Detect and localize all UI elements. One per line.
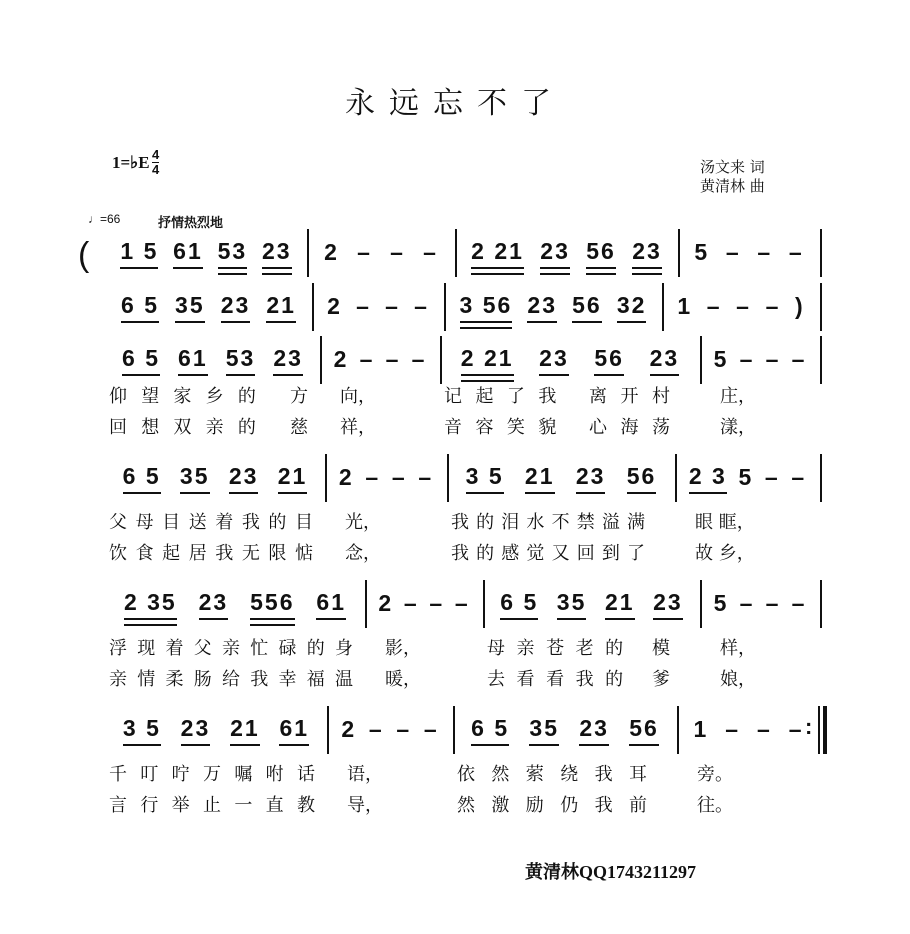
lyric-verse-2: 暖，: [385, 669, 421, 690]
note-group: 23: [650, 345, 680, 376]
note-group: 6 5: [500, 589, 538, 620]
intro-open-paren: (: [78, 236, 90, 274]
song-title: 永远忘不了: [345, 86, 565, 121]
note-group: 32: [617, 292, 647, 323]
bar-line: [818, 706, 820, 754]
measure: [105, 287, 312, 327]
note-group: 56: [586, 238, 616, 269]
note-group: 23: [540, 238, 570, 269]
measure: [105, 458, 325, 498]
dash-note: –: [736, 292, 751, 319]
measure: [440, 340, 700, 380]
footer-credit: 黄清林QQ1743211297: [525, 862, 697, 882]
dash-note: –: [791, 463, 807, 490]
measure: [700, 584, 820, 624]
dash-note: –: [454, 589, 470, 616]
music-system: [0, 287, 910, 327]
lyric-verse-2: 饮食起居我无限惦: [109, 543, 313, 564]
lyric-verse-2: 念，: [345, 543, 381, 564]
dash-note: –: [359, 345, 375, 372]
measure: [327, 710, 453, 750]
dash-note: –: [765, 345, 781, 372]
note-group: 23: [632, 238, 662, 269]
dash-note: –: [791, 345, 807, 372]
dash-note: –: [385, 292, 400, 319]
dash-note: –: [788, 238, 804, 265]
dash-note: –: [356, 292, 371, 319]
measure: [483, 584, 700, 624]
bar-line: [820, 580, 822, 628]
lyric-verse-1: 我的泪水不禁溢满: [451, 512, 645, 533]
note-group: 23: [579, 715, 609, 746]
composer-credit: 黄清林 曲: [700, 177, 765, 195]
dash-note: –: [739, 589, 755, 616]
note-group: 1: [693, 715, 709, 742]
note-group: 2: [338, 463, 354, 490]
dash-note: –: [365, 463, 381, 490]
note-group: 56: [594, 345, 624, 376]
lyric-verse-1: 仰望家乡的 方: [109, 386, 308, 407]
dash-note: –: [411, 345, 427, 372]
note-group: ): [795, 292, 805, 319]
note-group: 56: [627, 463, 657, 494]
note-group: 23: [262, 238, 292, 269]
note-group: 23: [653, 589, 683, 620]
note-group: 21: [525, 463, 555, 494]
lyric-verse-2: 往。: [697, 795, 733, 816]
note-group: 3 5: [466, 463, 504, 494]
lyric-verse-2: 去看看我的 爹: [487, 669, 670, 690]
lyric-verse-2: 娘，: [720, 669, 756, 690]
music-system: [0, 584, 910, 624]
measure: [105, 710, 327, 750]
note-group: 5: [713, 345, 729, 372]
note-group: 61: [279, 715, 309, 746]
note-group: 2 3: [689, 463, 727, 494]
dash-note: –: [423, 238, 438, 265]
lyric-verse-2: 言行举止一直教: [109, 795, 315, 816]
note-group: 23: [181, 715, 211, 746]
note-group: 556: [250, 589, 294, 620]
note-group: 56: [572, 292, 602, 323]
lyric-verse-2: 然激励仍我前: [457, 795, 647, 816]
note-group: 53: [218, 238, 248, 269]
expression-mark: 抒情热烈地: [158, 216, 224, 231]
note-group: 5: [694, 238, 710, 265]
lyric-verse-2: 漾，: [720, 417, 756, 438]
dash-note: –: [756, 715, 772, 742]
lyric-verse-1: 庄，: [720, 386, 756, 407]
dash-note: –: [391, 463, 407, 490]
music-system: [0, 340, 910, 380]
measure: [312, 287, 444, 327]
dash-note: –: [788, 715, 804, 742]
dash-note: –: [423, 715, 439, 742]
note-group: 23: [229, 463, 259, 494]
dash-note: –: [725, 715, 741, 742]
lyric-verse-2: 导，: [347, 795, 383, 816]
bar-line: [820, 283, 822, 331]
note-group: 5: [738, 463, 754, 490]
note-group: 2: [324, 238, 339, 265]
note-group: 2: [333, 345, 349, 372]
lyric-verse-1: 父母目送着我的目: [109, 512, 313, 533]
bar-line: [820, 336, 822, 384]
dash-note: –: [765, 589, 781, 616]
note-group: 21: [266, 292, 296, 323]
note-group: 1 5: [120, 238, 158, 269]
music-system: [0, 458, 910, 498]
note-group: 6 5: [121, 292, 159, 323]
dash-note: –: [418, 463, 434, 490]
final-bar-line: [823, 706, 827, 754]
lyric-verse-1: 影，: [385, 638, 421, 659]
time-bottom: 4: [152, 162, 160, 177]
lyric-verse-1: 光，: [345, 512, 381, 533]
note-group: 3 5: [123, 715, 161, 746]
lyric-verse-2: 祥，: [340, 417, 376, 438]
bar-line: [820, 454, 822, 502]
measure: [320, 340, 440, 380]
note-group: 2: [341, 715, 357, 742]
measure: [307, 233, 455, 273]
note-group: 61: [178, 345, 208, 376]
time-top: 4: [152, 147, 160, 162]
lyric-verse-1: 眼 眶，: [695, 512, 755, 533]
note-group: 61: [173, 238, 203, 269]
key-signature: 1=♭E: [112, 153, 150, 172]
measure: [700, 340, 820, 380]
note-group: 21: [605, 589, 635, 620]
measure: [365, 584, 483, 624]
dash-note: –: [396, 715, 412, 742]
measure: [453, 710, 677, 750]
lyricist-credit: 汤文来 词: [700, 158, 765, 176]
note-group: 23: [273, 345, 303, 376]
lyric-verse-1: 依然萦绕我耳: [457, 764, 647, 785]
measure: [675, 458, 820, 498]
tempo-mark: ♩=66: [88, 212, 121, 226]
note-group: 35: [180, 463, 210, 494]
dash-note: –: [368, 715, 384, 742]
measure: [105, 340, 320, 380]
music-system: [0, 710, 910, 750]
note-group: 3 56: [460, 292, 513, 323]
dash-note: –: [357, 238, 372, 265]
note-group: 2: [378, 589, 394, 616]
lyric-verse-2: 我的感觉又回到了: [451, 543, 645, 564]
note-group: 6 5: [471, 715, 509, 746]
lyric-verse-1: 记起了我 离开村: [444, 386, 670, 407]
lyric-verse-1: 浮现着父亲忙碌的身: [109, 638, 353, 659]
note-group: 23: [221, 292, 251, 323]
measure: [444, 287, 662, 327]
note-group: 35: [529, 715, 559, 746]
note-group: 56: [629, 715, 659, 746]
note-group: 21: [278, 463, 308, 494]
note-group: 6 5: [122, 345, 160, 376]
dash-note: –: [385, 345, 401, 372]
lyric-verse-2: 音容笑貌 心海荡: [444, 417, 670, 438]
lyric-verse-1: 千叮咛万嘱咐话: [109, 764, 315, 785]
note-group: 53: [226, 345, 256, 376]
dash-note: –: [403, 589, 419, 616]
bar-line: [820, 229, 822, 277]
dash-note: –: [757, 238, 773, 265]
measure: [105, 584, 365, 624]
note-group: 21: [230, 715, 260, 746]
music-system: [0, 233, 910, 273]
measure: [447, 458, 675, 498]
note-group: 2 35: [124, 589, 177, 620]
lyric-verse-2: 亲情柔肠给我幸福温: [109, 669, 353, 690]
note-group: 2 21: [471, 238, 524, 269]
dash-note: –: [791, 589, 807, 616]
measure: [678, 233, 820, 273]
measure: [662, 287, 820, 327]
measure: [105, 233, 307, 273]
note-group: 2 21: [461, 345, 514, 376]
note-group: 5: [713, 589, 729, 616]
lyric-verse-2: 故 乡，: [695, 543, 755, 564]
dash-note: –: [765, 292, 781, 319]
measure: [677, 710, 820, 750]
dash-note: –: [706, 292, 722, 319]
dash-note: –: [739, 345, 755, 372]
note-group: 23: [199, 589, 229, 620]
dash-note: –: [429, 589, 445, 616]
lyric-verse-1: 母亲苍老的 模: [487, 638, 670, 659]
measure: [325, 458, 447, 498]
note-group: 35: [557, 589, 587, 620]
lyric-verse-1: 样，: [720, 638, 756, 659]
note-group: 23: [576, 463, 606, 494]
note-group: 61: [316, 589, 346, 620]
note-group: 23: [539, 345, 569, 376]
note-group: 2: [327, 292, 342, 319]
dash-note: –: [414, 292, 429, 319]
lyric-verse-1: 向，: [340, 386, 376, 407]
repeat-sign: :: [805, 714, 813, 739]
measure: [455, 233, 678, 273]
note-group: 23: [527, 292, 557, 323]
dash-note: –: [390, 238, 405, 265]
note-group: 6 5: [123, 463, 161, 494]
note-group: 1: [677, 292, 693, 319]
note-group: 35: [175, 292, 205, 323]
dash-note: –: [764, 463, 780, 490]
lyric-verse-1: 旁。: [697, 764, 733, 785]
time-signature: [152, 148, 159, 177]
lyric-verse-1: 语，: [347, 764, 383, 785]
dash-note: –: [725, 238, 741, 265]
lyric-verse-2: 回想双亲的 慈: [109, 417, 308, 438]
